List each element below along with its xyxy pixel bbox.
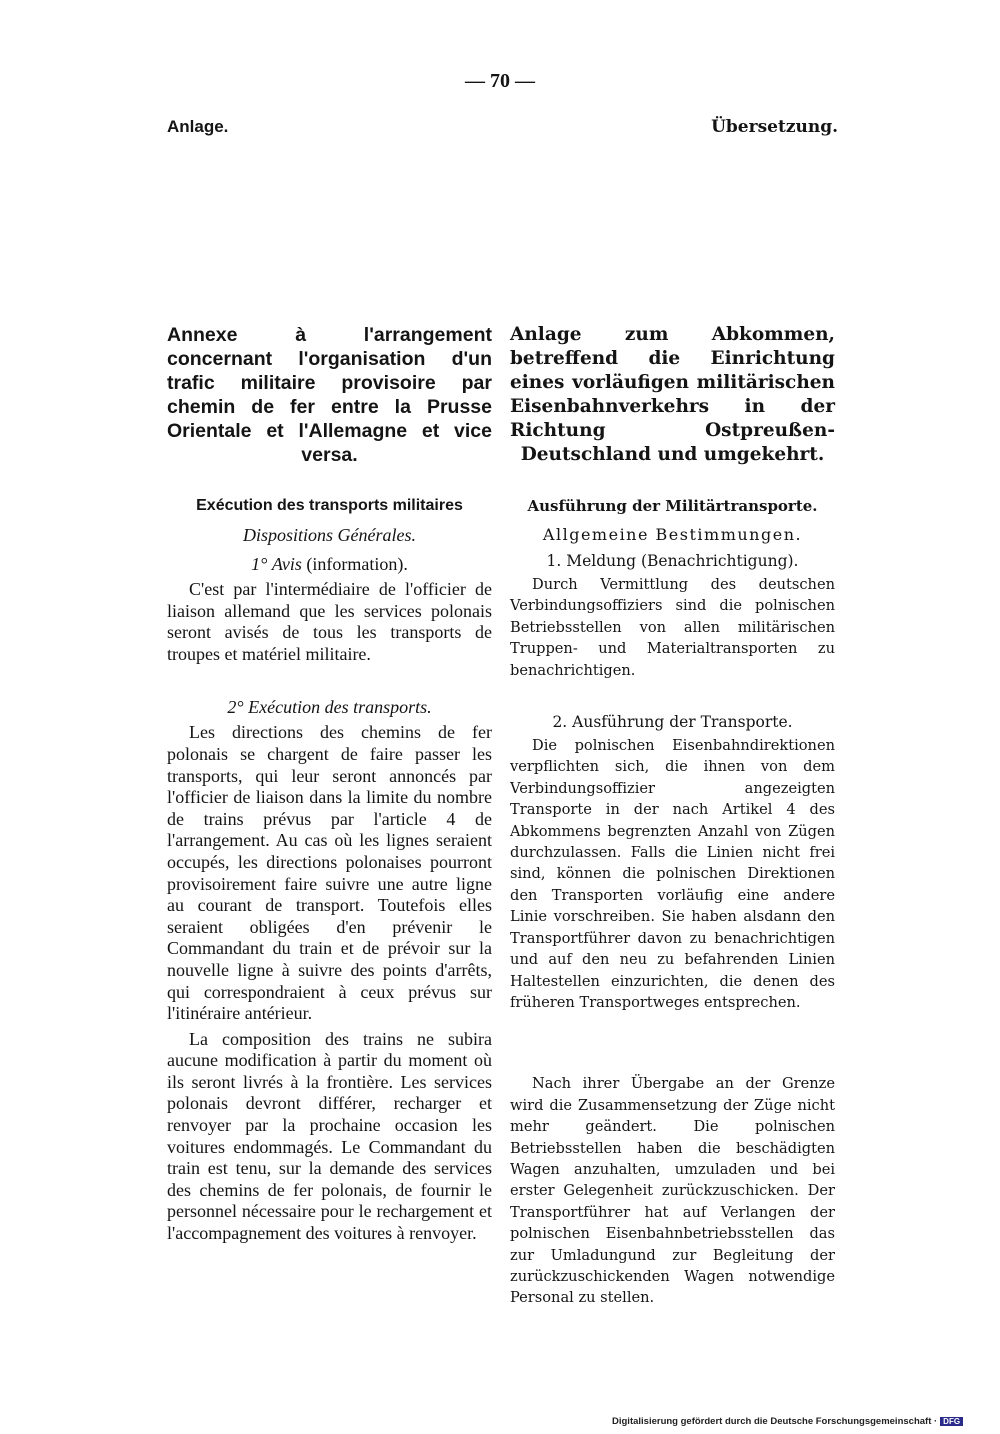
article-1-number: 1°	[251, 554, 268, 574]
french-section-title: Exécution des transports militaires	[196, 497, 463, 514]
article-2-title: Exécution des transports.	[248, 697, 432, 718]
french-article-2-text-1: Les directions des chemins de fer polonais se chargent de faire passer les transports, qui leur seront annoncés par l'officier de liaison dans la limite du nombre de trains prévus par l'article 4 de l'arrangement. Au cas où les lignes seraient occupés, les directions polonaises pourront provisoirement faire suivre une autre ligne au courant de transport. Toutefois elles seraient obligées d'en prévenir le Commandant du train et de prévoir sur la nouvelle ligne à suivre des points d'arrêts, qui correspondraient à ceux prévus sur l'itinéraire antérieur.	[167, 722, 492, 1024]
german-article-1-heading: 1. Meldung (Benachrichtigung).	[546, 552, 799, 570]
digitization-credit	[612, 1416, 963, 1427]
german-article-2-text-1: Die polnischen Eisenbahndirektionen verpflichten sich, die ihnen von dem Verbindungsoffizier angezeigten Transporte in der nach Artikel 4 des Abkommens begrenzten Anzahl von Zügen durchzulassen. Falls die Linien nicht frei sind, können die polnischen Direktionen den Transporten vorläufig eine andere Linie vorschreiben. Sie haben alsdann den Transportführer davon zu benachrichtigen und auf den neu zu befahrenden Linien Haltestellen einzurichten, die denen des früheren Transportweges entsprechen.	[510, 737, 835, 1011]
french-article-1-text: C'est par l'intermédiaire de l'officier de liaison allemand que les services polonais seront avisés de tous les transports de troupes et matériel militaire.	[167, 579, 492, 664]
german-column	[510, 323, 835, 1309]
french-article-2-heading	[167, 697, 492, 718]
header-left-label: Anlage.	[167, 117, 229, 136]
french-article-1-heading	[167, 554, 492, 575]
german-article-1-text: Durch Vermittlung des deutschen Verbindungsoffiziers sind die polnischen Betriebsstellen von allen militärischen Truppen- und Materialtransporten zu benachrichtigen.	[510, 576, 835, 679]
article-1-title: Avis	[271, 554, 302, 574]
german-general-heading: Allgemeine Bestimmungen.	[542, 525, 803, 544]
credit-text: Digitalisierung gefördert durch die Deutsche Forschungsgemeinschaft ·	[612, 1416, 938, 1427]
french-general-heading: Dispositions Générales.	[243, 525, 416, 545]
article-1-note: (information).	[306, 554, 408, 574]
article-2-number: 2°	[227, 697, 244, 718]
header-right-label: Übersetzung.	[711, 117, 838, 137]
french-column	[167, 323, 492, 1245]
german-title: Anlage zum Abkommen, betreffend die Einrichtung eines vorläufigen militärischen Eisenbahnverkehrs in der Richtung Ostpreußen-Deutschland und umgekehrt.	[510, 324, 835, 465]
german-article-2-heading: 2. Ausführung der Transporte.	[552, 713, 793, 732]
german-section-title: Ausführung der Militärtransporte.	[527, 497, 818, 515]
german-article-2-text-2: Nach ihrer Übergabe an der Grenze wird die Zusammensetzung der Züge nicht mehr geändert. Die polnischen Betriebsstellen haben die beschädigten Wagen anzuhalten, umzuladen und bei erster Gelegenheit zurückzuschicken. Der Transportführer hat auf Verlangen der polnischen Eisenbahnbetriebsstellen das zur Umladungund zur Begleitung der zurückzuschickenden Wagen notwendige Personal zu stellen.	[510, 1075, 835, 1307]
french-title: Annexe à l'arrangement concernant l'organisation d'un trafic militaire provisoire par chemin de fer entre la Prusse Orientale et l'Allemagne et vice versa.	[167, 324, 492, 466]
page-number: — 70 —	[465, 70, 535, 92]
french-article-2-text-2: La composition des trains ne subira aucune modification à partir du moment où ils seront livrés à la frontière. Les services polonais devront différer, recharger et renvoyer par la prochaine occasion les voitures endommagés. Le Commandant du train est tenu, sur la demande des services des chemins de fer polonais, de fournir le personnel nécessaire pour le rechargement et l'accompagnement des voitures à renvoyer.	[167, 1028, 492, 1244]
dfg-logo: DFG	[940, 1417, 963, 1426]
